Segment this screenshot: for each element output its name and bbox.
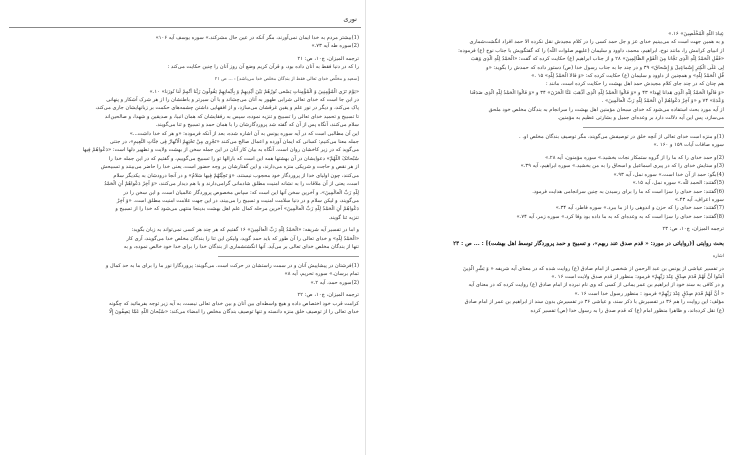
section-label: اشاره xyxy=(712,253,724,259)
text-line: ترجمه المیزان، ج۱۰، ص: ۲۲ xyxy=(297,292,359,299)
text-line: «الْحَمْدُ لِلَّهِ» و خدای تعالی را آن طور که باید حمد گوید، ولیکن این ثنا را بندگان مخلص خدا می‌گویند، آری کار xyxy=(126,235,359,242)
text-line: در تفسیر عیاشی از یونس بن عبد الرحمن از شخصی از امام صادق (ع) روایت شده که در معنای آیه شریفه « وَ بَشِّرِ الَّذِینَ xyxy=(462,265,724,272)
text-line: (5)گفتند: الحمد للَّه.» سوره نمل، آیه ۱۵.» xyxy=(632,180,724,187)
text-line: (6)گفتند: حمد خدای را سزا است که ما را برای رسیدن به چنین سرانجامی هدایت فرمود. xyxy=(532,188,724,195)
text-paragraph xyxy=(376,154,724,221)
footnote-divider xyxy=(583,127,724,128)
text-line: می‌گوید که در زیر کاخشان روان است. آنگاه به بیان کار آنان در این جمله سخن از بهشت ولایت و تطهیر دلها است: «دَعْواهُمْ فِیها xyxy=(82,147,359,154)
text-paragraph xyxy=(11,291,359,316)
text-line: آمَنُوا أَنَّ لَهُمْ قَدَمَ صِدْقٍ عِنْدَ رَبِّهِمْ» فرمود: منظور از قدم صدق ولایت است ۱۶ .» xyxy=(551,273,724,280)
text-line: از انبیای کرامش را، مانند نوح، ابراهیم، محمد، داوود و سلیمان (علیهم صلوات اللَّه) را که گفتگویش با جناب نوح (ع) فرموده: xyxy=(458,47,724,54)
text-line: (2)و حمد خدای را که ما را از گروه ستمکار نجات بخشید.» سوره مؤمنون، آیه ۲۸.» xyxy=(545,154,724,161)
text-line: «یَوْمَ تَرَی الْمُؤْمِنِینَ وَ الْمُؤْمِناتِ یَسْعی نُورُهُمْ بَیْنَ أَیْدِیهِمْ وَ بِأَیْمانِهِمْ یَقُولُونَ رَبَّنا أَتْمِمْ لَنا نُورَنا» ۱۰.» xyxy=(149,88,359,95)
text-line: تمام برسان.» سوره تحریم، آیه ۸» xyxy=(284,271,359,278)
text-paragraph xyxy=(11,34,359,51)
text-line: سوره اعراف، آیه ۴۳.» xyxy=(674,196,724,203)
text-line: در این جا است که خدای تعالی شرابی طهور به آنان می‌چشاند و با آن سیرتر و باطنشان را از هر شرک آشکار و پنهانی xyxy=(106,97,359,104)
section-label: [سعید و مخلّص خدای تعالی فقط از بندگان مخلص خدا می‌باشد] : ... ص ۲۱ xyxy=(214,76,359,82)
page-left xyxy=(9,0,361,455)
text-line: پاک می‌کند، و دیگر در نور علم و یقین غرقشان می‌سازد، و از افقهایی داشتن چشمه‌های حکمت بر زبانهایشان جاری می‌کند، xyxy=(95,105,359,112)
text-line: «فَقُلِ الْحَمْدُ لِلَّهِ الَّذِی نَجَّانا مِنَ الْقَوْمِ الظَّالِمِینَ» ۲۸ و از جناب ابراهیم (ع) حکایت کرده که گفت: «الْحَمْدُ لِلَّهِ الَّذِی وَهَبَ xyxy=(470,56,724,63)
text-line: قُلِ الْحَمْدُ لِلَّهِ» و همچنین از داوود و سلیمان (ع) حکایت کرده که: «وَ قالا الْحَمْدُ لِلَّهِ» ۱۵ .» xyxy=(531,73,724,80)
page-gutter xyxy=(365,0,366,455)
text-line: می‌سازد، پس این آیه دلالت دارد بر وعده‌ای جمیل و بشارتی عظیم به مؤمنین. xyxy=(557,115,724,122)
text-line: (2)سوره حمد، آیه ۲.» xyxy=(310,279,359,286)
footnote-divider xyxy=(218,256,359,257)
text-line: « أَنَّ لَهُمْ قَدَمَ صِدْقٍ عِنْدَ رَبِّهِمْ» فرمود : منظور رسول خدا است ۱۶ .» xyxy=(574,290,724,297)
text-paragraph xyxy=(376,225,724,233)
text-line: (1)و منزه است خدای تعالی از آنچه خلق در توصیفش می‌گویند، مگر توصیف بندگان مخلص او. . xyxy=(519,134,724,141)
text-line: هم چنان که در چند جای کلام مجیدش حمد اهل بهشت را حکایت کرده است، مانند : xyxy=(545,81,724,88)
text-paragraph xyxy=(11,226,359,251)
text-line: ترجمه المیزان، ج۱۰، ص: ۲۱ xyxy=(297,55,359,62)
text-line: از آیه مورد بحث استفاده می‌شود که خدای سبحان مؤمنین اهل بهشت را سرانجام به بندگان مخلص خود ملحق xyxy=(488,106,724,113)
text-line: (2)سوره طه آیه ۷۳.» xyxy=(311,43,359,50)
text-line: سلام می‌کنند، آنگاه پس از آن که گفته شد پروردگارشان را با همان حمد و تسبیح و ثنا می‌گویند. xyxy=(155,122,359,129)
text-line: و اما در تفسیر آیه شریفه: «الْحَمْدُ لِلَّهِ رَبِّ الْعالَمِینَ» ۱۶ گفتیم که هر چند هر کسی نمی‌تواند به زبان بگوید: xyxy=(131,227,359,234)
page-right xyxy=(374,0,726,455)
text-line: (1)فرشتان در پیشاپیش آنان و در سمت راستشان در حرکت است. می‌گویند: پروردگارا نور ما را برای ما به حد کمال و xyxy=(105,262,359,269)
page-right-top-spacer xyxy=(374,0,726,30)
page-left-body xyxy=(9,34,361,316)
text-line: عِبادَ اللَّهِ الْمُخْلَصِینَ» ۱۶.» xyxy=(668,31,724,37)
text-line: این آن مطالبی است که در آیه سوره یونس به آن اشاره شده، بعد از آنکه فرموده: «و هر که خدا داشت...» xyxy=(129,130,359,137)
page-right-body xyxy=(374,30,726,315)
text-line: دَعْواهُمْ أَنِ الْحَمْدُ لِلَّهِ رَبِّ الْعالَمِینَ» آخرین مرحله کمال علم اهل بهشت بدینجا منتهی می‌شود که خدا را از تسبیح و xyxy=(115,206,359,213)
text-line: است، یعنی از آن ملاقات را به نشانه امنیت مطلق شادمانی گرامی‌دارند و با هم دیدار می‌کنند، «وَ آخِرُ دَعْواهُمْ أَنِ الْحَمْدُ xyxy=(104,181,359,188)
text-line: تنها از بندگان مخلص خدای تعالی بر می‌آید. آنها انگشتشماری از بندگان خدا را برای خدا خود خالص نموده، و به xyxy=(123,243,359,250)
text-line: مؤلف: این روایت را هم ۳۶ در تفسیرش با ذکر سند، و عیاشی ۳۶ در تفسیرش بدون سند از ابراهیم بن عمر از امام صادق xyxy=(464,299,724,306)
text-line: از هر نقص و حاجت و شریکی منزه می‌دارند، و این گفتارشان بر وجه حضور است، یعنی خدا را حاضر می‌بینند و تسبیحش xyxy=(100,164,359,171)
text-paragraph xyxy=(376,265,724,315)
text-line: (7)گفتند: حمد خدای را که حزن و اندوهی را از ما ببرد.» سوره فاطر، آیه ۳۴.» xyxy=(555,205,724,212)
text-line: می‌کنند، چون اولیای خدا از پروردگار خود محجوب نیستند، «وَ تَحِیَّتُهُمْ فِیها سَلامٌ» و در آنجا درودشان به یکدیگر سلام xyxy=(113,172,359,179)
page-header: نوری xyxy=(9,10,361,28)
text-line: لِلَّهِ رَبِّ الْعالَمِینَ»، و آخرین سخن آنها این است که: سپاس مخصوص پروردگار عالمیان است، و این سخن را در xyxy=(123,189,359,196)
text-line: را که در دنیا فقط به آنان داده بود، و قرآن کریم وضع آن روز آنان را چنین حکایت می‌کند : xyxy=(167,64,359,71)
text-line: سوره صافات آیات ۱۵۹ و ۱۶۰ .» xyxy=(653,142,724,149)
text-paragraph xyxy=(11,55,359,72)
text-line: تا تسبیح و تحمید خدای تعالی را تسبیح و تنزیه نموده، سپس به رفقایشان که همان انبیا، و صدیقین و شهدا، و صالحین‌اند xyxy=(104,113,359,120)
text-line: ترجمه المیزان، ج۱۰، ص: ۲۳ xyxy=(662,226,724,233)
text-paragraph xyxy=(376,30,724,122)
text-line: (3)و ستایش خدای را که در پیری اسماعیل و اسحاق را به من بخشید.» سوره ابراهیم، آیه ۳۹.» xyxy=(520,163,724,170)
text-paragraph xyxy=(376,133,724,150)
text-line: وَعْدَهُ» ۷۴ و «وَ آخِرُ دَعْواهُمْ أَنِ الْحَمْدُ لِلَّهِ رَبِّ الْعالَمِینَ» . xyxy=(601,98,724,105)
text-paragraph xyxy=(11,262,359,287)
text-line: جمله معنا می‌کنیم: کسانی که ایمان آورده و اعمال صالح می‌کنند «تَجْرِی مِنْ تَحْتِهِمُ الْأَنْهارُ فِی جَنَّاتِ النَّعِیمِ»، در جنتی xyxy=(109,139,359,146)
text-line: (4)بگو: حمد از آن خدا است.» سوره نمل، آیه ۹۳.» xyxy=(613,171,724,178)
text-line: (1)بیشتر مردم به خدا ایمان نمی‌آورند، مگر آنکه در عین حال مشرکند.» سوره یوسف آیه ۱۰۶» xyxy=(155,35,359,41)
text-line: لِی عَلَی الْکِبَرِ إِسْماعِیلَ وَ إِسْحاقَ» ۳۹ و در چند جا به جناب رسول خدا (ص) دستور داده که حمدش را بگوید: «و xyxy=(486,64,724,71)
text-line: خدای تعالی را از توصیف خلق منزه دانسته و تنها توصیف بندگان مخلص را امضاء می‌کند: «سُبْحانَ اللَّهِ عَمَّا یَصِفُونَ إِلَّا xyxy=(108,308,359,315)
text-line: تنزیه ثنا گویند. xyxy=(328,214,359,221)
text-line: «وَ قالُوا الْحَمْدُ لِلَّهِ الَّذِی هَدانا لِهذا» ۴۳ و «وَ قالُوا الْحَمْدُ لِلَّهِ الَّذِی أَذْهَبَ عَنَّا الْحَزَنَ» ۳۴ و «وَ قالُوا الْحَمْدُ لِلَّهِ الَّذِی صَدَقَنا xyxy=(469,89,724,96)
text-paragraph xyxy=(11,88,359,223)
text-line: و به همین جهت است که می‌بینیم خدای عز و جل حمد کسی را در کلام مجیدش نقل نکرده الا حمد افراد انگشت‌شماری xyxy=(469,39,724,46)
text-line: می‌گویند، و لیکن سلام و در دنیا سلامت امنیت و تسبیح را می‌بیند، در این جهت علامت امنیت مطلق است. «وَ آخِرُ xyxy=(116,197,359,204)
text-line: سُبْحانَکَ اللَّهُمَّ» دعوایشان در آن بهشتها همه این است که بارالها تو را تسبیح می‌گوییم، و گفتیم که در این جمله خدا را xyxy=(108,155,359,162)
text-line: (8)گفتند: حمد خدای را سزا است که به وعده‌ای که به ما داده بود وفا کرد.» سوره زمر، آیه ۷۴.» xyxy=(516,213,724,220)
text-line: (ع) نقل کرده‌اند، و ظاهرا منظور امام (ع) که قدم صدق را به رسول خدا (ص) تفسیر کرده xyxy=(530,307,724,314)
text-line: کرامت قرب خود اختصاص داده و هیچ واسطه‌ای بین آنان و بین خدای تعالی نیست، به آیه زیر توجه بفرمائید که چگونه xyxy=(108,300,359,307)
section-heading: بحث روایتی [(روایاتی در مورد: « قدم صدق عند ربهم»، و تسبیح و حمد پروردگار توسط اهل بهشت)] : ... ص : ۲۳ xyxy=(453,240,724,247)
text-line: و در کافی به سند خود از ابراهیم بن عمر یمانی از کسی که وی نام نبرده از امام صادق (ع) روایت کرده که در معنای آیه xyxy=(468,282,724,289)
